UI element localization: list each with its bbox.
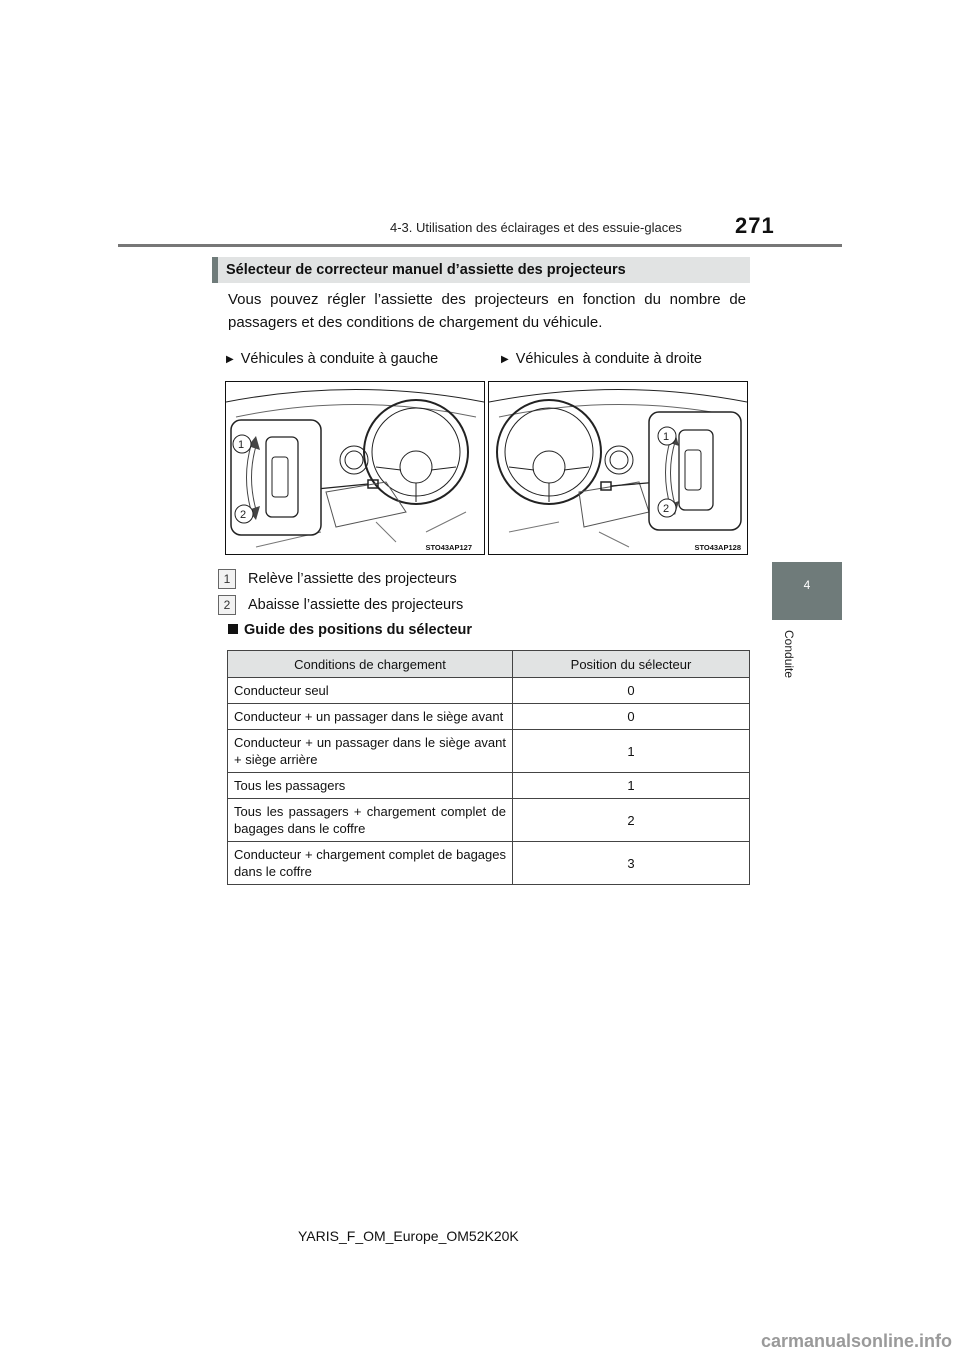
dashboard-illustration [489,382,747,554]
table-cell-position: 3 [513,842,750,885]
table-row [228,704,750,730]
figure-left-code: STO43AP127 [425,543,472,552]
figure-right-hand-drive [488,381,748,555]
callout-2-label: 2 [240,509,247,521]
table-row [228,730,750,773]
table-cell-condition: Tous les passagers + chargement complet de bagages dans le coffre [228,799,513,842]
legend-item [218,595,463,615]
page-number: 271 [735,213,775,238]
table-row [228,842,750,885]
table-cell-condition: Conducteur + un passager dans le siège avant + siège arrière [228,730,513,773]
intro-paragraph: Vous pouvez régler l’assiette des projecteurs en fonction du nombre de passagers et des conditions de chargement du véhicule. [228,291,746,331]
table-cell-condition: Tous les passagers [228,773,513,799]
table-header-row [228,651,750,678]
table-cell-position: 1 [513,730,750,773]
figure-left-caption-text: Véhicules à conduite à gauche [240,351,439,367]
table-cell-position: 2 [513,799,750,842]
chapter-tab: 4 [772,562,842,620]
sub-heading-text: Guide des positions du sélecteur [244,622,473,638]
figure-right-code: STO43AP128 [694,543,741,552]
table-cell-position: 0 [513,678,750,704]
table-row [228,799,750,842]
table-row [228,773,750,799]
legend-number-2: 2 [218,595,236,615]
triangle-bullet-icon: ▶ [501,354,509,365]
square-bullet-icon [228,624,238,634]
sub-heading [228,622,472,638]
table-cell-condition: Conducteur + chargement complet de bagages dans le coffre [228,842,513,885]
triangle-bullet-icon: ▶ [226,354,234,365]
figure-right-caption [501,351,702,367]
callout-2-label: 2 [663,503,670,515]
watermark: carmanualsonline.info [760,1331,952,1351]
table-header-cell: Conditions de chargement [228,651,513,678]
callout-1-label: 1 [238,439,245,451]
section-title-bar [212,257,750,283]
legend-text: Abaisse l’assiette des projecteurs [248,597,464,613]
chapter-label: Conduite [782,630,796,679]
legend-number-1: 1 [218,569,236,589]
legend-item [218,569,457,589]
header-divider [118,244,842,247]
header-section-title: 4-3. Utilisation des éclairages et des essuie-glaces [390,220,682,235]
table-row [228,678,750,704]
figure-left-hand-drive [225,381,485,555]
dashboard-illustration [226,382,484,554]
table-cell-position: 1 [513,773,750,799]
footer-document-code: YARIS_F_OM_Europe_OM52K20K [298,1228,519,1244]
table-cell-condition: Conducteur seul [228,678,513,704]
callout-1-label: 1 [663,431,670,443]
table-header-cell: Position du sélecteur [513,651,750,678]
table-cell-position: 0 [513,704,750,730]
legend-text: Relève l’assiette des projecteurs [248,571,457,587]
figure-left-caption [226,351,438,367]
section-title: Sélecteur de correcteur manuel d’assiette des projecteurs [226,262,626,278]
figure-right-caption-text: Véhicules à conduite à droite [515,351,702,367]
selector-position-table [227,650,750,885]
table-cell-condition: Conducteur + un passager dans le siège avant [228,704,513,730]
